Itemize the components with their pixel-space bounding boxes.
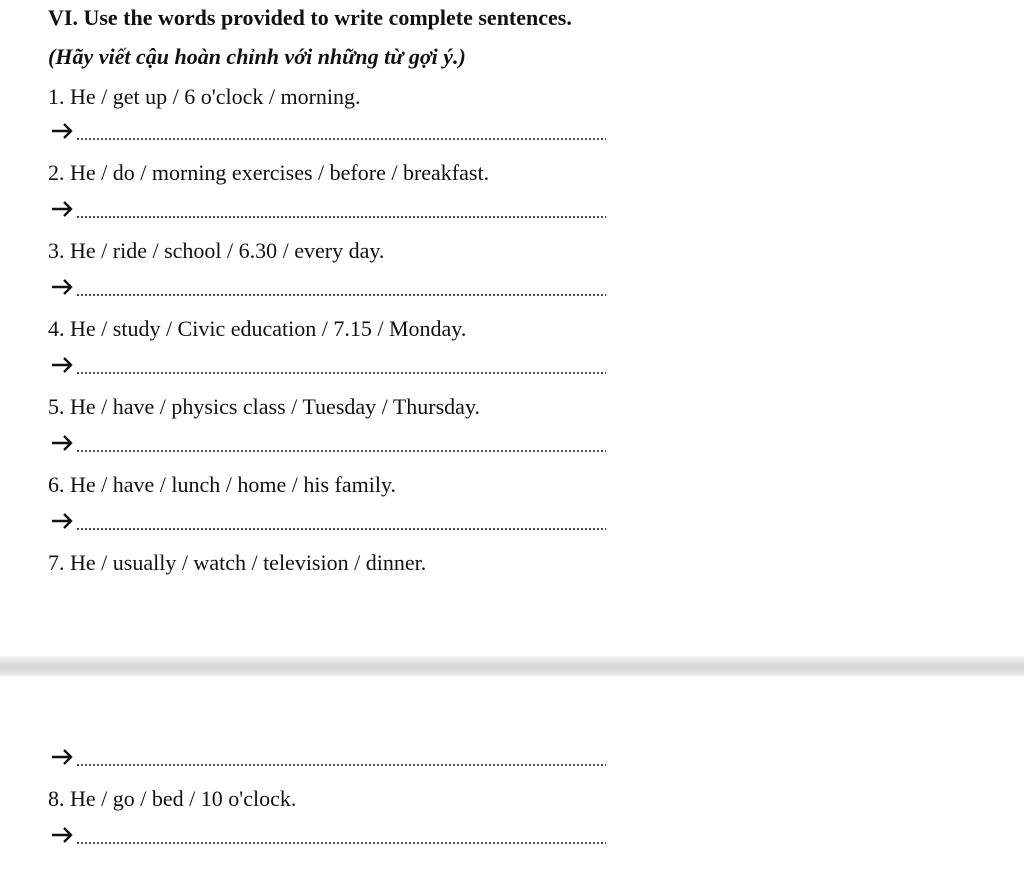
exercise-item-6: 6. He / have / lunch / home / his family. [48, 472, 397, 497]
answer-line-1[interactable] [50, 118, 606, 144]
right-arrow-icon [50, 430, 76, 456]
exercise-instruction: (Hãy viết cậu hoàn chỉnh với những từ gợi ý.) [48, 44, 466, 69]
answer-dotted-line [76, 842, 606, 844]
right-arrow-icon [50, 822, 76, 848]
right-arrow-icon [50, 274, 76, 300]
answer-dotted-line [76, 372, 606, 374]
right-arrow-icon [50, 196, 76, 222]
answer-dotted-line [76, 216, 606, 218]
answer-line-6[interactable] [50, 508, 606, 534]
answer-line-8[interactable] [50, 822, 606, 848]
exercise-item-3: 3. He / ride / school / 6.30 / every day. [48, 238, 385, 263]
exercise-heading: VI. Use the words provided to write complete sentences. [48, 5, 572, 30]
answer-line-3[interactable] [50, 274, 606, 300]
exercise-item-8: 8. He / go / bed / 10 o'clock. [48, 786, 297, 811]
answer-line-7[interactable] [50, 744, 606, 770]
answer-line-5[interactable] [50, 430, 606, 456]
right-arrow-icon [50, 352, 76, 378]
answer-dotted-line [76, 294, 606, 296]
answer-line-4[interactable] [50, 352, 606, 378]
exercise-item-5: 5. He / have / physics class / Tuesday / Thursday. [48, 394, 481, 419]
answer-line-2[interactable] [50, 196, 606, 222]
right-arrow-icon [50, 744, 76, 770]
right-arrow-icon [50, 508, 76, 534]
answer-dotted-line [76, 138, 606, 140]
exercise-item-2: 2. He / do / morning exercises / before / breakfast. [48, 160, 490, 185]
page-divider [0, 656, 1024, 676]
answer-dotted-line [76, 450, 606, 452]
exercise-item-1: 1. He / get up / 6 o'clock / morning. [48, 84, 361, 109]
answer-dotted-line [76, 528, 606, 530]
exercise-item-7: 7. He / usually / watch / television / dinner. [48, 550, 427, 575]
exercise-item-4: 4. He / study / Civic education / 7.15 / Monday. [48, 316, 467, 341]
answer-dotted-line [76, 764, 606, 766]
right-arrow-icon [50, 118, 76, 144]
